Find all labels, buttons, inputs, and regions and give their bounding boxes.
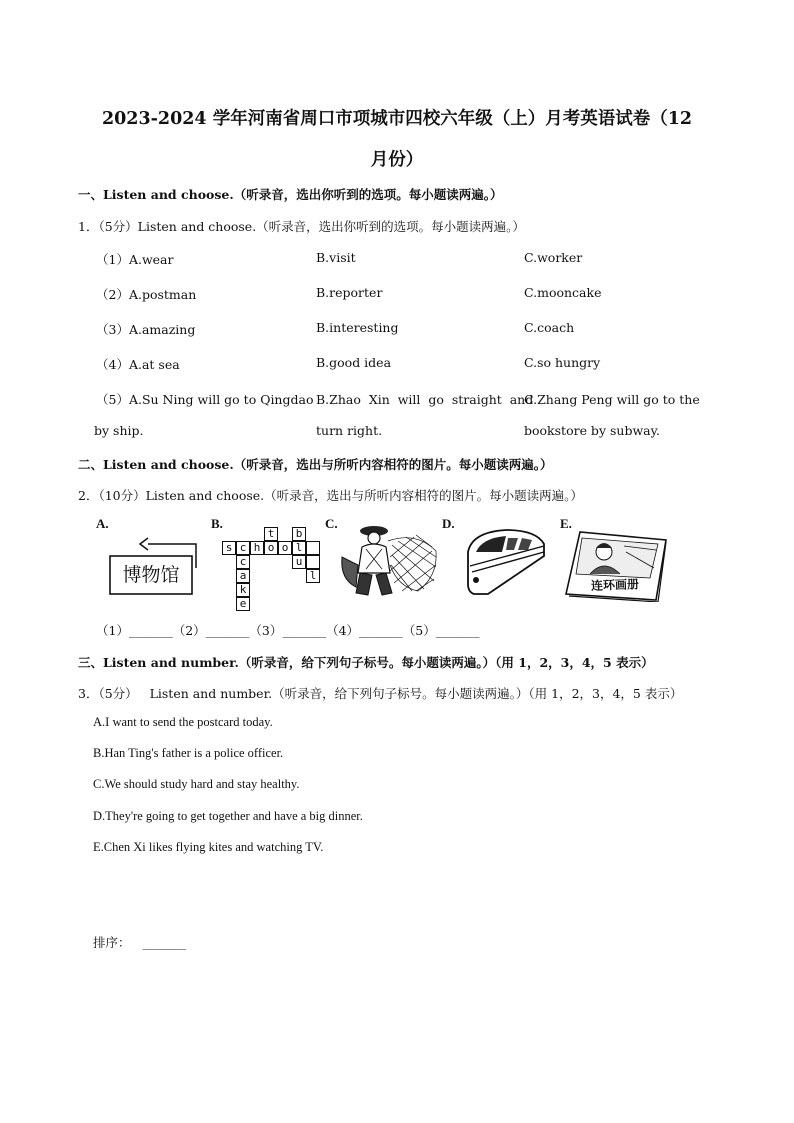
- crossword-cell: a: [236, 569, 250, 583]
- crossword-cell: u: [292, 555, 306, 569]
- crossword-cell: b: [292, 527, 306, 541]
- sentence-e: E.Chen Xi likes flying kites and watching TV.: [93, 840, 324, 854]
- order-label: 排序：: [93, 935, 131, 950]
- crossword-cell: l: [306, 569, 320, 583]
- crossword-cell: s: [222, 541, 236, 555]
- q1-5-option-a: [96, 384, 314, 415]
- train-icon: [462, 522, 548, 598]
- crossword-cell: l: [292, 541, 306, 555]
- page-title-line1: 2023-2024 学年河南省周口市项城市四校六年级（上）月考英语试卷（12: [101, 109, 693, 129]
- crossword-cell: [306, 555, 320, 569]
- picture-c-label: C.: [325, 516, 338, 531]
- q1-4-option-b: B.good idea: [316, 355, 392, 370]
- q1-5-option-c-line1: C.Zhang Peng will go to the: [524, 392, 700, 407]
- q1-4-option-a: （4）A.at sea: [96, 357, 180, 372]
- q1-5-option-b-line2: turn right.: [316, 423, 383, 438]
- comic-book-text: 连环画册: [590, 577, 640, 593]
- crossword-cell: o: [278, 541, 292, 555]
- q1-1-option-a: （1）A.wear: [96, 252, 174, 267]
- q1-5-option-c-line2: bookstore by subway.: [524, 423, 660, 438]
- museum-sign-picture: [108, 532, 204, 598]
- section2-heading: 二、Listen and choose.（听录音，选出与所听内容相符的图片。每小题读两遍。）: [78, 457, 553, 472]
- section3-heading: 三、Listen and number.（听录音，给下列句子标号。每小题读两遍。）（用 1，2，3，4，5 表示）: [78, 655, 654, 670]
- sentence-a: A.I want to send the postcard today.: [93, 715, 273, 729]
- comic-book-picture: [560, 528, 670, 602]
- q1-1-option-c: C.worker: [524, 250, 583, 265]
- q1-5-option-b-line1: B.Zhao Xin will go straight and: [316, 392, 534, 407]
- crossword-picture: [222, 527, 324, 610]
- crossword-cell: o: [264, 541, 278, 555]
- sentence-c: C.We should study hard and stay healthy.: [93, 777, 300, 791]
- order-answer: [93, 933, 186, 951]
- crossword-cell: h: [250, 541, 264, 555]
- picture-b-label: B.: [211, 516, 223, 531]
- fisherman-icon: [336, 521, 440, 601]
- page-title-line2: 月份）: [370, 150, 424, 170]
- question2-prompt: 2．（10分）Listen and choose.（听录音，选出与所听内容相符的图片。每小题读两遍。）: [78, 488, 583, 503]
- fisherman-picture: [336, 521, 440, 601]
- order-blank: _______: [142, 935, 187, 950]
- section1-heading: 一、Listen and choose.（听录音，选出你听到的选项。每小题读两遍。）: [78, 187, 503, 202]
- crossword-cell: [306, 541, 320, 555]
- q1-1-option-b: B.visit: [316, 250, 356, 265]
- crossword-cell: c: [236, 541, 250, 555]
- q1-5-option-a-line2: by ship.: [94, 423, 144, 438]
- museum-sign-text: 博物馆: [122, 564, 180, 586]
- picture-a-label: A.: [96, 516, 109, 531]
- picture-e-label: E.: [560, 516, 572, 531]
- q1-2-option-a: （2）A.postman: [96, 287, 197, 302]
- picture-d-label: D.: [442, 516, 455, 531]
- question3-prompt: 3．（5分） Listen and number.（听录音，给下列句子标号。每小题读两遍。）（用 1，2，3，4，5 表示）: [78, 686, 683, 701]
- question1-prompt: 1．（5分）Listen and choose.（听录音，选出你听到的选项。每小题读两遍。）: [78, 219, 525, 234]
- q1-3-option-b: B.interesting: [316, 320, 399, 335]
- q1-2-option-b: B.reporter: [316, 285, 383, 300]
- train-picture: [462, 522, 548, 598]
- q1-5-option-a-line1: （5）A.Su Ning will go to Qingdao: [96, 392, 314, 407]
- q1-3-option-a: （3）A.amazing: [96, 322, 196, 337]
- crossword-cell: c: [236, 555, 250, 569]
- q1-4-option-c: C.so hungry: [524, 355, 601, 370]
- q1-2-option-c: C.mooncake: [524, 285, 602, 300]
- q1-3-option-c: C.coach: [524, 320, 575, 335]
- sentence-d: D.They're going to get together and have a big dinner.: [93, 809, 363, 823]
- question2-answer-blanks: （1）_______（2）_______（3）_______（4）_______（5）_______: [96, 623, 480, 638]
- sentence-b: B.Han Ting's father is a police officer.: [93, 746, 284, 760]
- crossword-cell: e: [236, 597, 250, 611]
- crossword-cell: k: [236, 583, 250, 597]
- crossword-cell: t: [264, 527, 278, 541]
